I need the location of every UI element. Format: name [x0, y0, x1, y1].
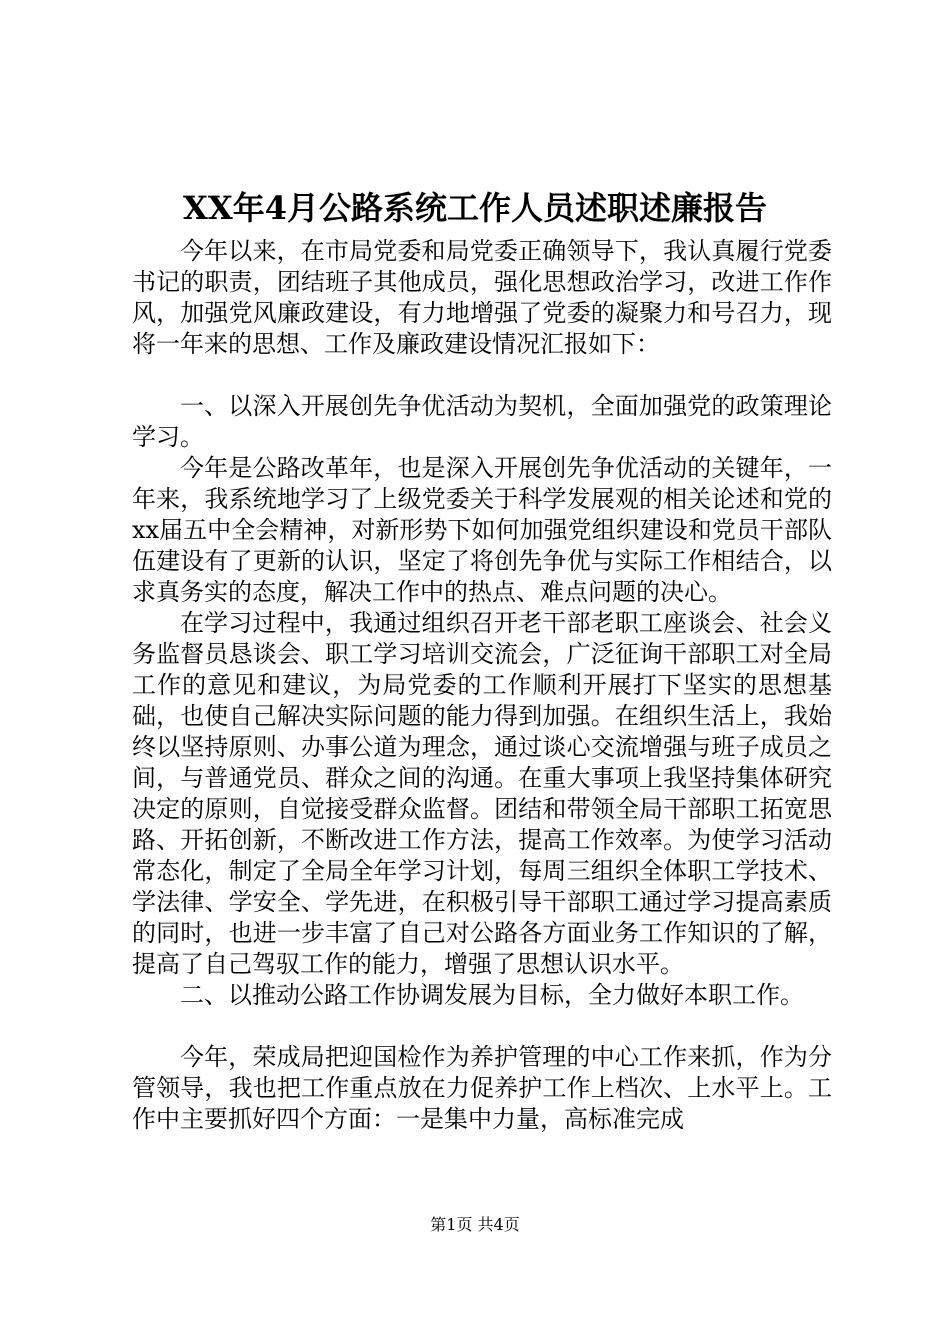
paragraph-study-year: 今年是公路改革年，也是深入开展创先争优活动的关键年，一年来，我系统地学习了上级党委关于科学发展观的相关论述和党的xx届五中全会精神，对新形势下如何加强党组织建设和党员干部队伍建设有了更新的认识，坚定了将创先争优与实际工作相结合，以求真务实的态度，解决工作中的热点、难点问题的决心。	[132, 454, 832, 606]
document-title: XX年4月公路系统工作人员述职述廉报告	[183, 189, 767, 227]
document-body	[132, 236, 832, 1135]
paragraph-intro: 今年以来，在市局党委和局党委正确领导下，我认真履行党委书记的职责，团结班子其他成员，强化思想政治学习，改进工作作风，加强党风廉政建设，有力地增强了党委的凝聚力和号召力，现将一年来的思想、工作及廉政建设情况汇报如下：	[132, 237, 832, 358]
paragraph-maintenance: 今年，荣成局把迎国检作为养护管理的中心工作来抓，作为分管领导，我也把工作重点放在力促养护工作上档次、上水平上。工作中主要抓好四个方面：一是集中力量，高标准完成	[132, 1043, 832, 1133]
section-heading-2: 二、以推动公路工作协调发展为目标，全力做好本职工作。	[180, 981, 804, 1009]
page-footer: 第1页 共4页	[430, 1215, 520, 1234]
section-heading-1: 一、以深入开展创先争优活动为契机，全面加强党的政策理论学习。	[132, 392, 832, 451]
paragraph-study-process: 在学习过程中，我通过组织召开老干部老职工座谈会、社会义务监督员恳谈会、职工学习培训交流会，广泛征询干部职工对全局工作的意见和建议，为局党委的工作顺利开展打下坚实的思想基础，也使自己解决实际问题的能力得到加强。在组织生活上，我始终以坚持原则、办事公道为理念，通过谈心交流增强与班子成员之间，与普通党员、群众之间的沟通。在重大事项上我坚持集体研究决定的原则，自觉接受群众监督。团结和带领全局干部职工拓宽思路、开拓创新，不断改进工作方法，提高工作效率。为使学习活动常态化，制定了全局全年学习计划，每周三组织全体职工学技术、学法律、学安全、学先进，在积极引导干部职工通过学习提高素质的同时，也进一步丰富了自己对公路各方面业务工作知识的了解，提高了自己驾驭工作的能力，增强了思想认识水平。	[132, 609, 832, 978]
